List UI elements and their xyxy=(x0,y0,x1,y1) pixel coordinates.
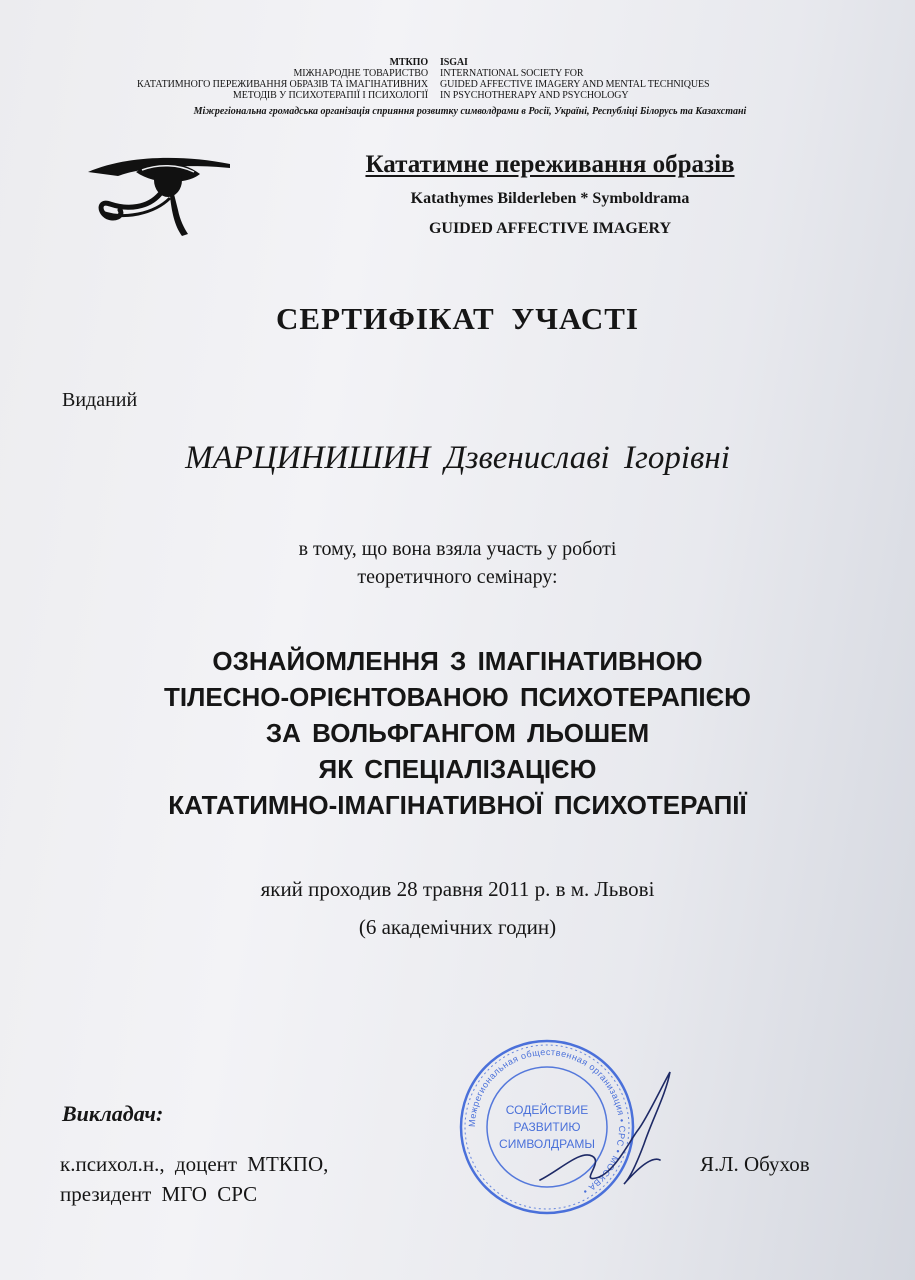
certificate-title: СЕРТИФІКАТ УЧАСТІ xyxy=(276,301,639,336)
issued-label: Виданий xyxy=(62,389,138,411)
teacher-title-1: к.психол.н., доцент МТКПО, xyxy=(60,1152,329,1176)
brand-subtitle-de: Katathymes Bilderleben * Symboldrama xyxy=(410,190,690,207)
date-line: який проходив 28 травня 2011 р. в м. Львові xyxy=(260,877,655,901)
header-abbr-ua: МТКПО xyxy=(389,57,428,68)
participation-line-1: в тому, що вона взяла участь у роботі xyxy=(298,538,617,560)
header-line-en-3: IN PSYCHOTHERAPY AND PSYCHOLOGY xyxy=(440,90,629,101)
signature-mark xyxy=(520,1060,690,1200)
brand-subtitle-en: GUIDED AFFECTIVE IMAGERY xyxy=(428,220,672,237)
header-line-ua-3: МЕТОДІВ У ПСИХОТЕРАПІЇ І ПСИХОЛОГІЇ xyxy=(232,90,428,101)
brand-title: Кататимне переживання образів xyxy=(365,151,735,178)
stamp-line-2: РАЗВИТИЮ xyxy=(513,1120,581,1134)
header-line-en-1: INTERNATIONAL SOCIETY FOR xyxy=(440,68,584,79)
signatory-name: Я.Л. Обухов xyxy=(700,1152,810,1176)
teacher-label: Викладач: xyxy=(62,1101,164,1126)
seminar-title-line-3: ЗА ВОЛЬФГАНГОМ ЛЬОШЕМ xyxy=(265,718,650,748)
stamp-line-1: СОДЕЙСТВИЕ xyxy=(505,1103,589,1117)
header-line-ua-2: КАТАТИМНОГО ПЕРЕЖИВАННЯ ОБРАЗІВ ТА ІМАГІНАТИВНИХ xyxy=(137,79,428,90)
participation-line-2: теоретичного семінару: xyxy=(357,566,558,588)
stamp-line-3: СИМВОЛДРАМЫ xyxy=(499,1137,595,1151)
seminar-title-line-2: ТІЛЕСНО-ОРІЄНТОВАНОЮ ПСИХОТЕРАПІЄЮ xyxy=(164,682,751,712)
header-line-en-2: GUIDED AFFECTIVE IMAGERY AND MENTAL TECHNIQUES xyxy=(440,79,710,90)
header-line-ua-1: МІЖНАРОДНЕ ТОВАРИСТВО xyxy=(293,68,428,79)
seminar-title-line-4: ЯК СПЕЦІАЛІЗАЦІЄЮ xyxy=(318,754,597,784)
seminar-title-line-5: КАТАТИМНО-ІМАГІНАТИВНОЇ ПСИХОТЕРАПІЇ xyxy=(168,790,747,820)
hours-line: (6 академічних годин) xyxy=(358,915,557,939)
eye-of-horus-icon xyxy=(84,150,234,242)
seminar-title-line-1: ОЗНАЙОМЛЕННЯ З ІМАГІНАТИВНОЮ xyxy=(212,646,703,676)
header-org-line: Міжрегіональна громадська організація сприяння розвитку символдрами в Росії, Україні, Республіці Білорусь та Казахстані xyxy=(193,106,747,117)
teacher-title-2: президент МГО СРС xyxy=(60,1182,258,1206)
recipient-name: МАРЦИНИШИН Дзвениславі Ігорівні xyxy=(185,440,730,476)
header-abbr-en: ISGAI xyxy=(440,57,468,68)
stamp-ring-text: Межрегиональная общественная организация • СРС • МОСКВА • xyxy=(466,1046,628,1197)
